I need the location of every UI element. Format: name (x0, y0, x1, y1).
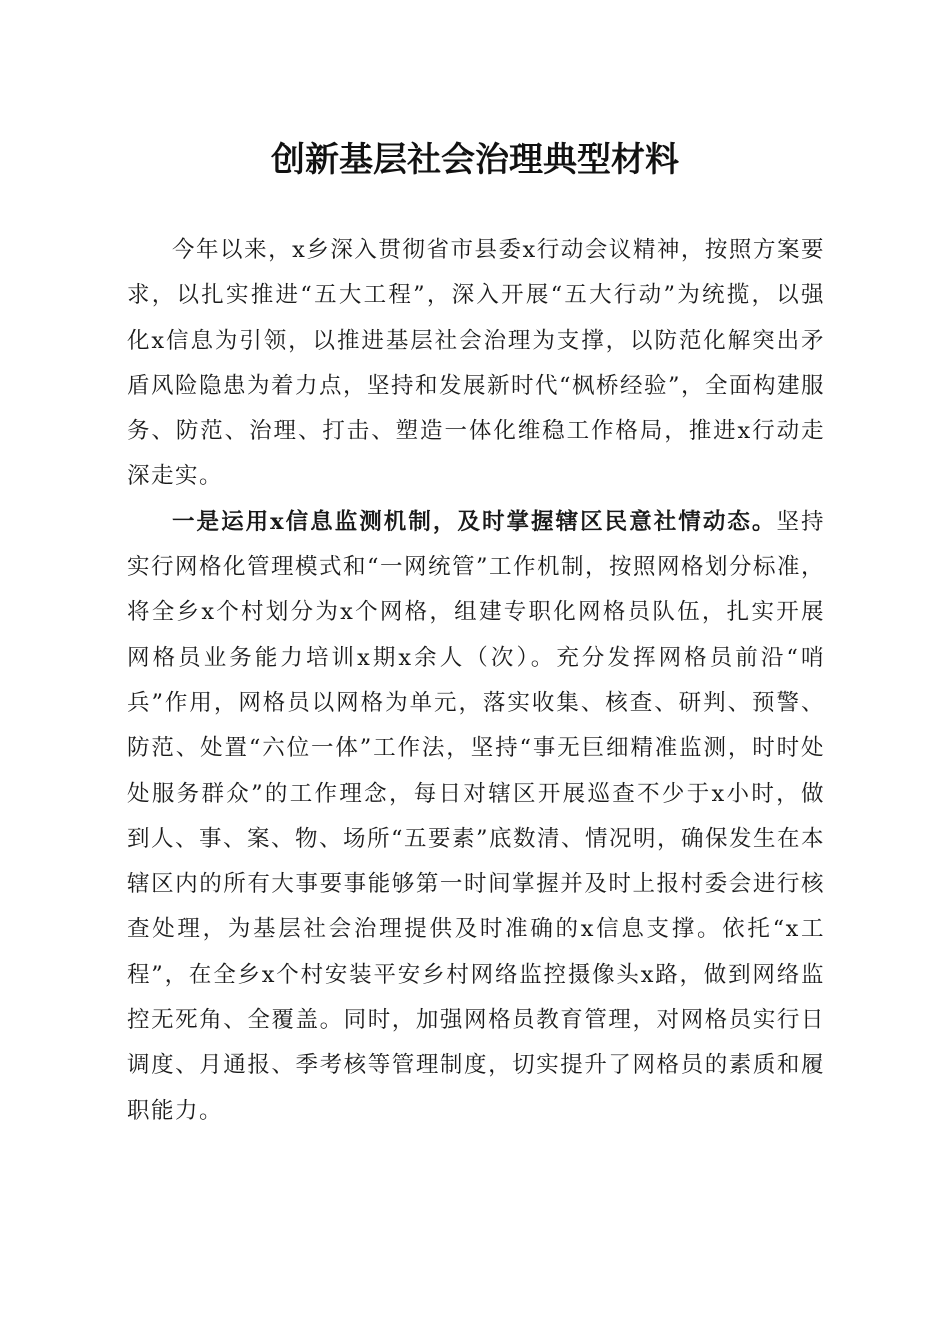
paragraph-intro (127, 228, 825, 500)
paragraph-lead: 一是运用x信息监测机制，及时掌握辖区民意社情动态。 (172, 508, 777, 535)
paragraph-monitoring (127, 500, 825, 1134)
paragraph-text: 坚持实行网格化管理模式和“一网统管”工作机制，按照网格划分标准，将全乡x个村划分为x个网格，组建专职化网格员队伍，扎实开展网格员业务能力培训x期x余人（次）。充分发挥网格员前沿“哨兵”作用，网格员以网格为单元，落实收集、核查、研判、预警、防范、处置“六位一体”工作法，坚持“事无巨细精准监测，时时处处服务群众”的工作理念，每日对辖区开展巡查不少于x小时，做到人、事、案、物、场所“五要素”底数清、情况明，确保发生在本辖区内的所有大事要事能够第一时间掌握并及时上报村委会进行核查处理，为基层社会治理提供及时准确的x信息支撑。依托“x工程”，在全乡x个村安装平安乡村网络监控摄像头x路，做到网络监控无死角、全覆盖。同时，加强网格员教育管理，对网格员实行日调度、月通报、季考核等管理制度，切实提升了网格员的素质和履职能力。 (127, 508, 826, 1124)
document-title: 创新基层社会治理典型材料 (271, 140, 679, 180)
document-body (127, 228, 825, 1134)
paragraph-text: 今年以来，x乡深入贯彻省市县委x行动会议精神，按照方案要求，以扎实推进“五大工程”，深入开展“五大行动”为统揽，以强化x信息为引领，以推进基层社会治理为支撑，以防范化解突出矛盾风险隐患为着力点，坚持和发展新时代“枫桥经验”，全面构建服务、防范、治理、打击、塑造一体化维稳工作格局，推进x行动走深走实。 (127, 237, 826, 490)
